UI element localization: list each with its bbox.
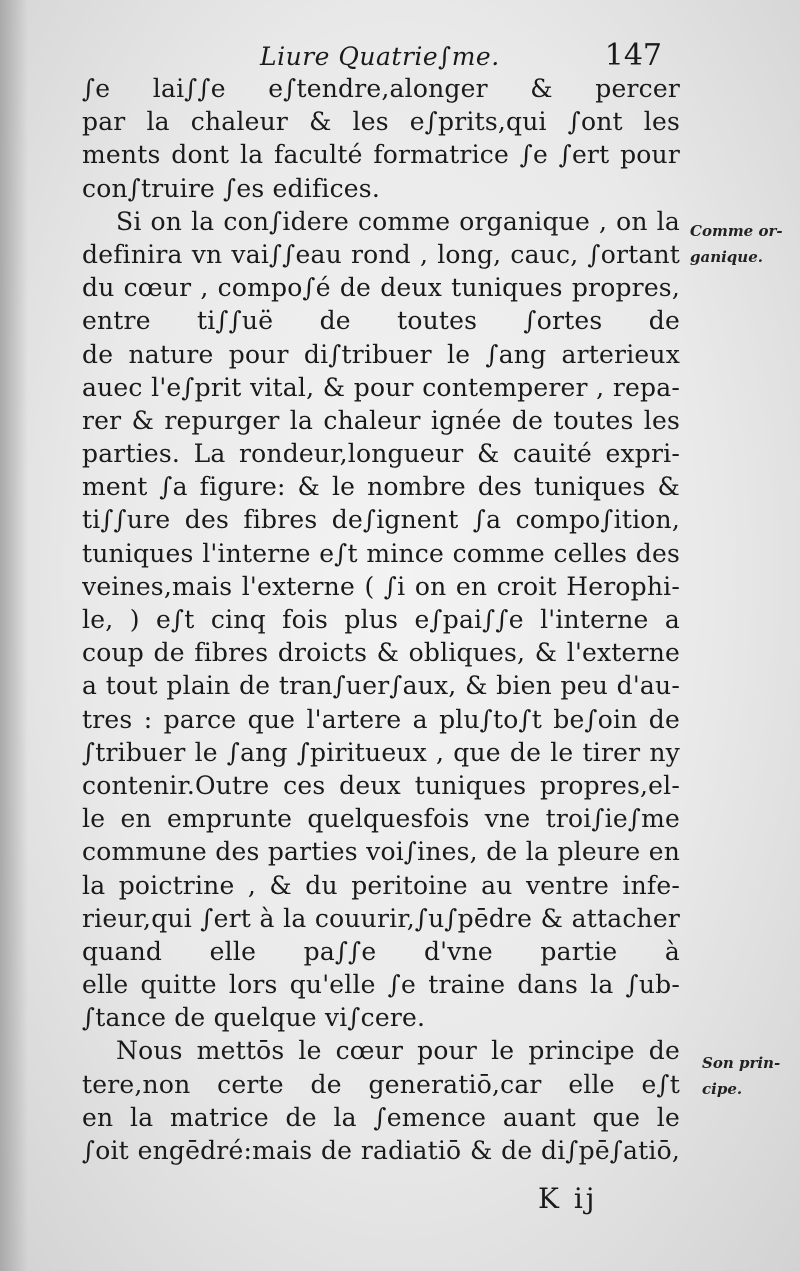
text-line: elle quitte lors qu'elle ∫e traine dans la ∫ub- <box>82 970 680 1000</box>
text-line: du cœur , compo∫é de deux tuniques propres, <box>82 273 680 303</box>
text-line: de nature pour di∫tribuer le ∫ang arterieux <box>82 339 680 369</box>
text-line: a tout plain de tran∫uer∫aux, & bien peu d'au- <box>82 671 680 701</box>
text-line: rer & repurger la chaleur ignée de toutes les <box>82 405 680 435</box>
margin-note-line: cipe. <box>702 1080 743 1098</box>
text-line: ∫tance de quelque vi∫cere. <box>82 1003 426 1033</box>
margin-note-comme-organique <box>690 218 783 270</box>
text-line: tres : parce que l'artere a plu∫to∫t be∫oin de <box>82 704 680 734</box>
text-line: quand elle pa∫∫e d'vne partie à <box>82 936 680 966</box>
text-line: ∫e lai∫∫e e∫tendre,alonger & percer <box>82 74 680 103</box>
text-line: tuniques l'interne e∫t mince comme celles des <box>82 538 680 568</box>
text-line: ∫tribuer le ∫ang ∫pirituеux , que de le tirer ny <box>82 737 680 767</box>
margin-note-line: Son prin- <box>702 1054 781 1072</box>
margin-note-line: ganique. <box>690 248 763 266</box>
text-line: parties. La rondeur,longueur & cauité expri- <box>82 439 680 469</box>
text-line: Si on la con∫idere comme organique , on la <box>116 206 680 236</box>
text-line: par la chaleur & les e∫prits,qui ∫ont les <box>82 107 680 137</box>
text-line: ment ∫a figure: & le nombre des tuniques & <box>82 472 680 502</box>
text-line: entre ti∫∫uë de toutes ∫ortes de <box>82 306 680 336</box>
signature-mark: K ij <box>538 1182 598 1215</box>
text-line: commune des parties voi∫ines, de la pleure en <box>82 837 680 867</box>
text-line: rieur,qui ∫ert à la couurir,∫u∫pēdre & attacher <box>82 903 680 933</box>
text-line: Nous mettōs le cœur pour le principe de <box>116 1036 680 1066</box>
body-text <box>82 72 680 1167</box>
running-title: Liure Quatrie∫me. <box>260 42 500 71</box>
text-line: auec l'e∫prit vital, & pour contemperer , repa- <box>82 372 680 402</box>
text-line: con∫truire ∫es edifices. <box>82 173 380 203</box>
text-line: ti∫∫ure des fibres de∫ignent ∫a compo∫ition, <box>82 505 680 535</box>
text-line: definira vn vai∫∫eau rond , long, cauc, ∫ortant <box>82 239 680 269</box>
text-line: ments dont la faculté formatrice ∫e ∫ert pour <box>82 140 680 170</box>
text-line: le, ) e∫t cinq fois plus e∫pai∫∫e l'interne a <box>82 605 680 634</box>
text-line: le en emprunte quelquesfois vne troi∫ie∫me <box>82 804 680 834</box>
text-line: ∫oit engēdré:mais de radiatiō & de di∫pē∫atiō, <box>82 1136 680 1165</box>
margin-note-son-principe <box>702 1050 780 1102</box>
text-line: en la matrice de la ∫emence auant que le <box>82 1102 680 1132</box>
page-number: 147 <box>604 38 662 73</box>
text-line: tere,non certe de generatiō,car elle e∫t <box>82 1069 680 1099</box>
text-line: coup de fibres droicts & obliques, & l'externe <box>82 638 680 668</box>
text-line: la poictrine , & du peritoine au ventre infe- <box>82 870 680 900</box>
text-line: veines,mais l'externe ( ∫i on en croit Herophi- <box>82 571 680 601</box>
margin-note-line: Comme or- <box>690 222 783 240</box>
text-line: contenir.Outre ces deux tuniques propres,el- <box>82 770 680 800</box>
